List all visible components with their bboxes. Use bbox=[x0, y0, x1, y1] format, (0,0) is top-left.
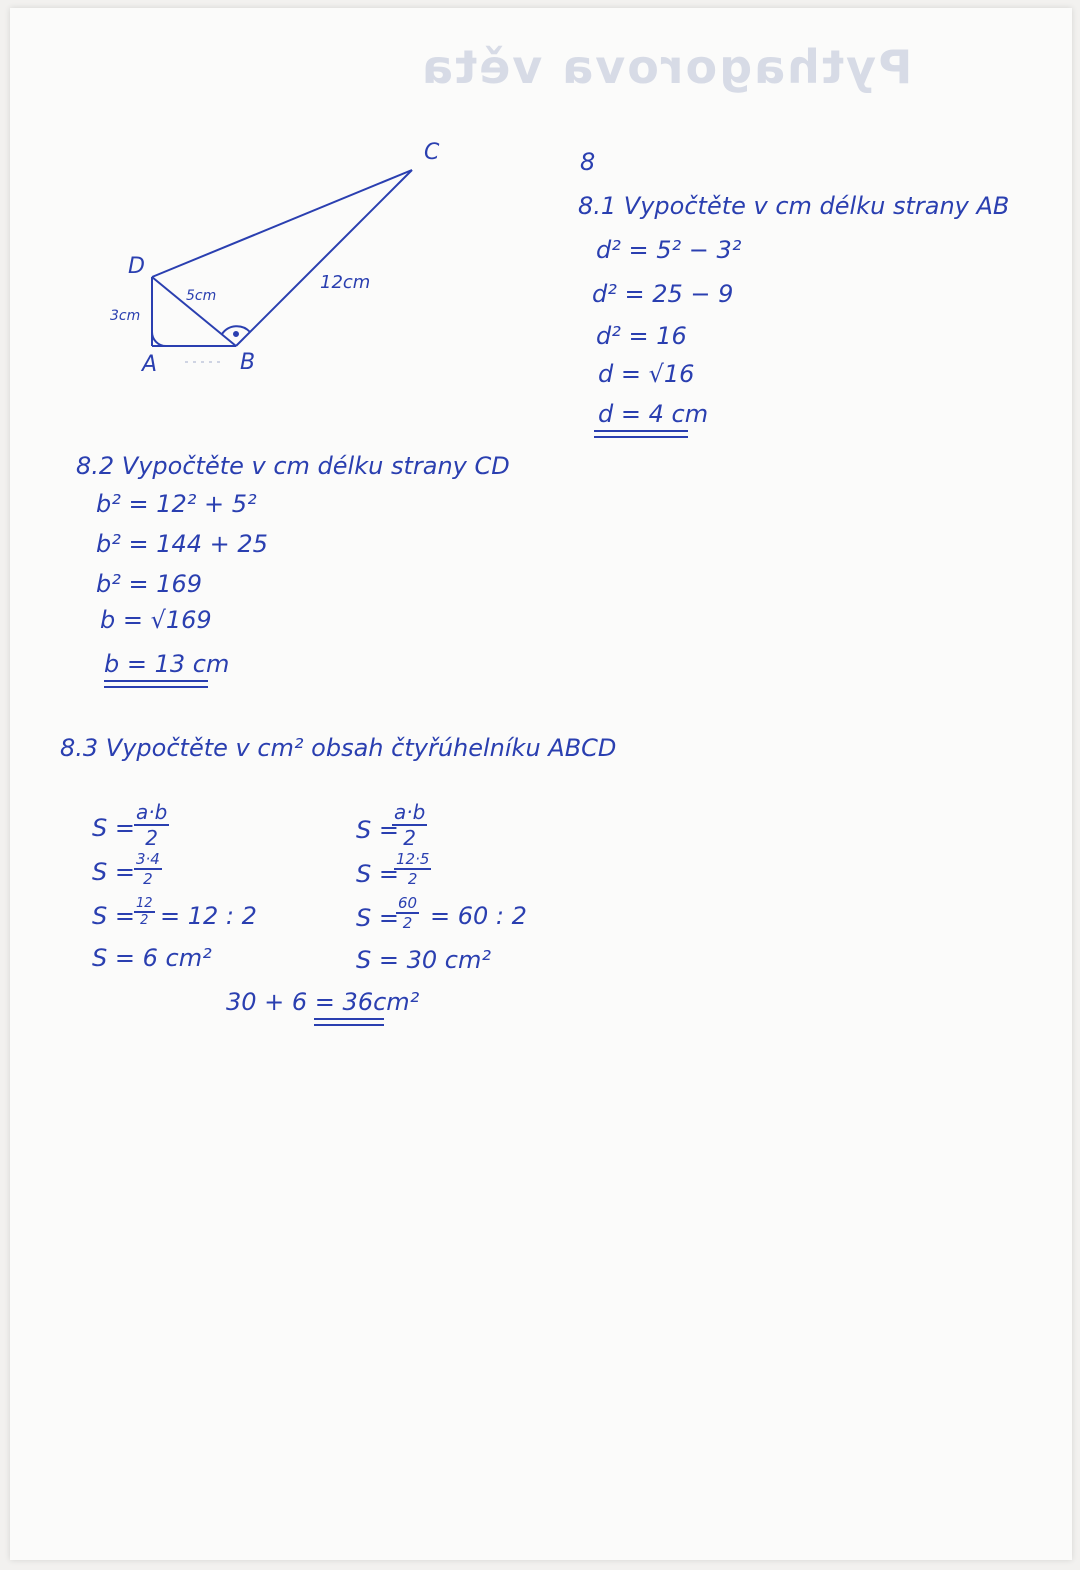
area-right-l1-fraction bbox=[392, 800, 427, 850]
right-angle-mark-a bbox=[152, 332, 166, 346]
vertex-label-d: D bbox=[128, 254, 145, 279]
area-right-l3-den: 2 bbox=[402, 914, 413, 932]
area-left-l3-lhs: S = bbox=[92, 902, 135, 930]
area-left-l2-lhs: S = bbox=[92, 858, 135, 886]
area-left-l1-num: a·b bbox=[136, 800, 168, 824]
label-db-length: 5cm bbox=[186, 288, 217, 304]
area-left-l3-rhs: = 12 : 2 bbox=[160, 902, 257, 930]
task-8-3-heading: 8.3 Vypočtěte v cm² obsah čtyřúhelníku ABCD bbox=[60, 734, 617, 762]
area-left-l1-lhs: S = bbox=[92, 814, 135, 842]
task-8-2-result-underline-1 bbox=[104, 680, 208, 682]
area-right-l2-num: 12·5 bbox=[396, 850, 430, 868]
right-angle-dot-b bbox=[234, 332, 238, 336]
area-right-l3-lhs: S = bbox=[356, 904, 399, 932]
area-left-l1-fraction bbox=[134, 800, 169, 850]
area-right-l1-lhs: S = bbox=[356, 816, 399, 844]
task-8-2-result-underline-2 bbox=[104, 686, 208, 688]
task-8-1-line-4: d = √16 bbox=[598, 360, 695, 388]
area-total-underline-1 bbox=[314, 1018, 384, 1020]
side-dc bbox=[152, 170, 412, 277]
side-bc bbox=[236, 170, 412, 346]
area-total-underline-2 bbox=[314, 1024, 384, 1026]
task-8-1-line-2: d² = 25 − 9 bbox=[592, 280, 734, 308]
task-8-2-line-2: b² = 144 + 25 bbox=[96, 530, 268, 558]
task-8-2-line-1: b² = 12² + 5² bbox=[96, 490, 257, 518]
background-title: Pythagorova věta bbox=[420, 40, 913, 94]
area-right-l2-lhs: S = bbox=[356, 860, 399, 888]
task-8-1-result: d = 4 cm bbox=[598, 400, 709, 428]
label-bc-length: 12cm bbox=[320, 272, 371, 293]
task-8-1-line-3: d² = 16 bbox=[596, 322, 687, 350]
area-right-l2-fraction bbox=[394, 850, 431, 888]
area-left-l3-den: 2 bbox=[140, 913, 149, 928]
task-8-1-heading: 8.1 Vypočtěte v cm délku strany AB bbox=[578, 192, 1010, 220]
area-total: 30 + 6 = 36cm² bbox=[226, 988, 420, 1016]
task-8-2-line-3: b² = 169 bbox=[96, 570, 203, 598]
area-left-result: S = 6 cm² bbox=[92, 944, 212, 972]
area-right-l3-fraction bbox=[396, 894, 419, 932]
area-right-result: S = 30 cm² bbox=[356, 946, 491, 974]
vertex-label-c: C bbox=[424, 140, 440, 165]
area-right-l3-num: 60 bbox=[398, 894, 418, 912]
area-left-l3-fraction bbox=[134, 896, 155, 928]
task-8-1-line-1: d² = 5² − 3² bbox=[596, 236, 742, 264]
area-right-l1-num: a·b bbox=[394, 800, 426, 824]
area-right-l2-den: 2 bbox=[407, 870, 418, 888]
area-left-l2-fraction bbox=[134, 850, 162, 888]
area-right-l1-den: 2 bbox=[403, 826, 417, 850]
task-8-2-heading: 8.2 Vypočtěte v cm délku strany CD bbox=[76, 452, 510, 480]
task-8-1-result-underline-2 bbox=[594, 436, 688, 438]
area-right-l3-rhs: = 60 : 2 bbox=[430, 902, 527, 930]
area-left-l3-num: 12 bbox=[136, 896, 153, 911]
area-left-l1-den: 2 bbox=[145, 826, 159, 850]
task-8-2-result: b = 13 cm bbox=[104, 650, 230, 678]
label-ad-length: 3cm bbox=[110, 308, 141, 324]
task-8-2-line-4: b = √169 bbox=[100, 606, 212, 634]
area-left-l2-num: 3·4 bbox=[136, 850, 160, 868]
problem-number: 8 bbox=[580, 148, 596, 176]
vertex-label-a: A bbox=[142, 352, 158, 377]
vertex-label-b: B bbox=[240, 350, 256, 375]
area-left-l2-den: 2 bbox=[143, 870, 153, 888]
task-8-1-result-underline-1 bbox=[594, 430, 688, 432]
